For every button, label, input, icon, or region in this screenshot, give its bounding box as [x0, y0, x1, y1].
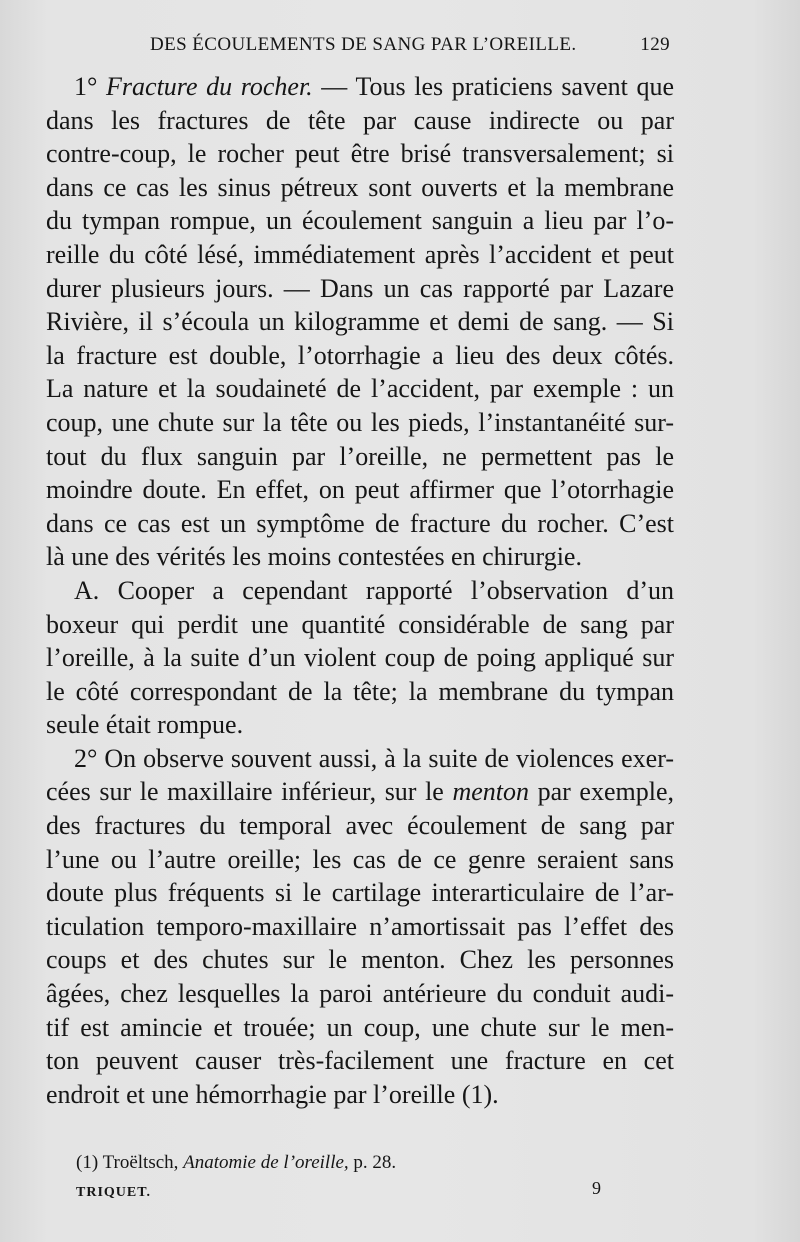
printer-signature: TRIQUET.: [76, 1185, 152, 1200]
text-line: 2° On observe souvent aussi, à la suite de violences exer-: [74, 743, 674, 773]
emphasized-word: menton: [452, 777, 530, 807]
text-span: cées sur le maxillaire inférieur, sur le: [46, 777, 453, 807]
text-line: contre-coup, le rocher peut être brisé transversalement; si: [46, 139, 674, 169]
text-line: A. Cooper a cependant rapporté l’observation d’un: [74, 575, 674, 605]
footnote: [76, 1152, 396, 1174]
text-line: âgées, chez lesquelles la paroi antérieure du conduit audi-: [46, 979, 674, 1009]
text-line: durer plusieurs jours. — Dans un cas rapporté par Lazare: [46, 273, 674, 303]
text-line: là une des vérités les moins contestées en chirurgie.: [46, 542, 582, 572]
text-line: des fractures du temporal avec écoulement de sang par: [46, 811, 674, 841]
text-span: par exemple,: [529, 777, 675, 807]
text-line: dans ce cas les sinus pétreux sont ouverts et la membrane: [46, 172, 674, 202]
text-line: ton peuvent causer très-facilement une fracture en cet: [46, 1046, 674, 1076]
text-line: dans ce cas est un symptôme de fracture du rocher. C’est: [46, 508, 674, 538]
text-line: moindre doute. En effet, on peut affirmer que l’otorrhagie: [46, 475, 674, 505]
text-line: Rivière, il s’écoula un kilogramme et demi de sang. — Si: [46, 307, 674, 337]
text-line: dans les fractures de tête par cause indirecte ou par: [46, 105, 674, 135]
text-line: [46, 775, 674, 809]
text-line: boxeur qui perdit une quantité considérable de sang par: [46, 609, 674, 639]
body-text: [46, 70, 674, 1111]
text-line: le côté correspondant de la tête; la membrane du tympan: [46, 676, 674, 706]
text-line: reille du côté lésé, immédiatement après l’accident et peut: [46, 239, 674, 269]
text-line: La nature et la soudaineté de l’accident, par exemple : un: [46, 374, 674, 404]
paragraph-1-first-line: [46, 70, 674, 104]
text-line: coups et des chutes sur le menton. Chez les personnes: [46, 945, 674, 975]
text-line: tout du flux sanguin par l’oreille, ne permettent pas le: [46, 441, 674, 471]
page-number: 129: [640, 34, 670, 55]
footnote-number: (1): [76, 1152, 99, 1173]
text-line: seule était rompue.: [46, 710, 244, 740]
text-line: endroit et une hémorrhagie par l’oreille (1).: [46, 1079, 499, 1109]
text-line: doute plus fréquents si le cartilage interarticulaire de l’ar-: [46, 878, 674, 908]
running-title: DES ÉCOULEMENTS DE SANG PAR L’OREILLE.: [150, 34, 577, 55]
footnote-author: Troëltsch,: [102, 1152, 179, 1173]
text-line: la fracture est double, l’otorrhagie a lieu des deux côtés.: [46, 340, 674, 370]
text-span: — Tous les praticiens savent que: [312, 72, 674, 101]
text-line: du tympan rompue, un écoulement sanguin a lieu par l’o-: [46, 206, 674, 236]
signature-number: 9: [592, 1178, 601, 1198]
footnote-work-title: Anatomie de l’oreille,: [183, 1152, 349, 1173]
text-line: coup, une chute sur la tête ou les pieds, l’instantanéité sur-: [46, 407, 674, 437]
text-line: ticulation temporo-maxillaire n’amortissait pas l’effet des: [46, 911, 674, 941]
text-line: l’oreille, à la suite d’un violent coup de poing appliqué sur: [46, 643, 674, 673]
text-line: l’une ou l’autre oreille; les cas de ce genre seraient sans: [46, 844, 674, 874]
text-line: tif est amincie et trouée; un coup, une chute sur le men-: [46, 1012, 674, 1042]
footnote-page: p. 28.: [353, 1152, 397, 1173]
section-marker: 1°: [74, 72, 98, 101]
section-title: Fracture du rocher.: [106, 72, 313, 101]
